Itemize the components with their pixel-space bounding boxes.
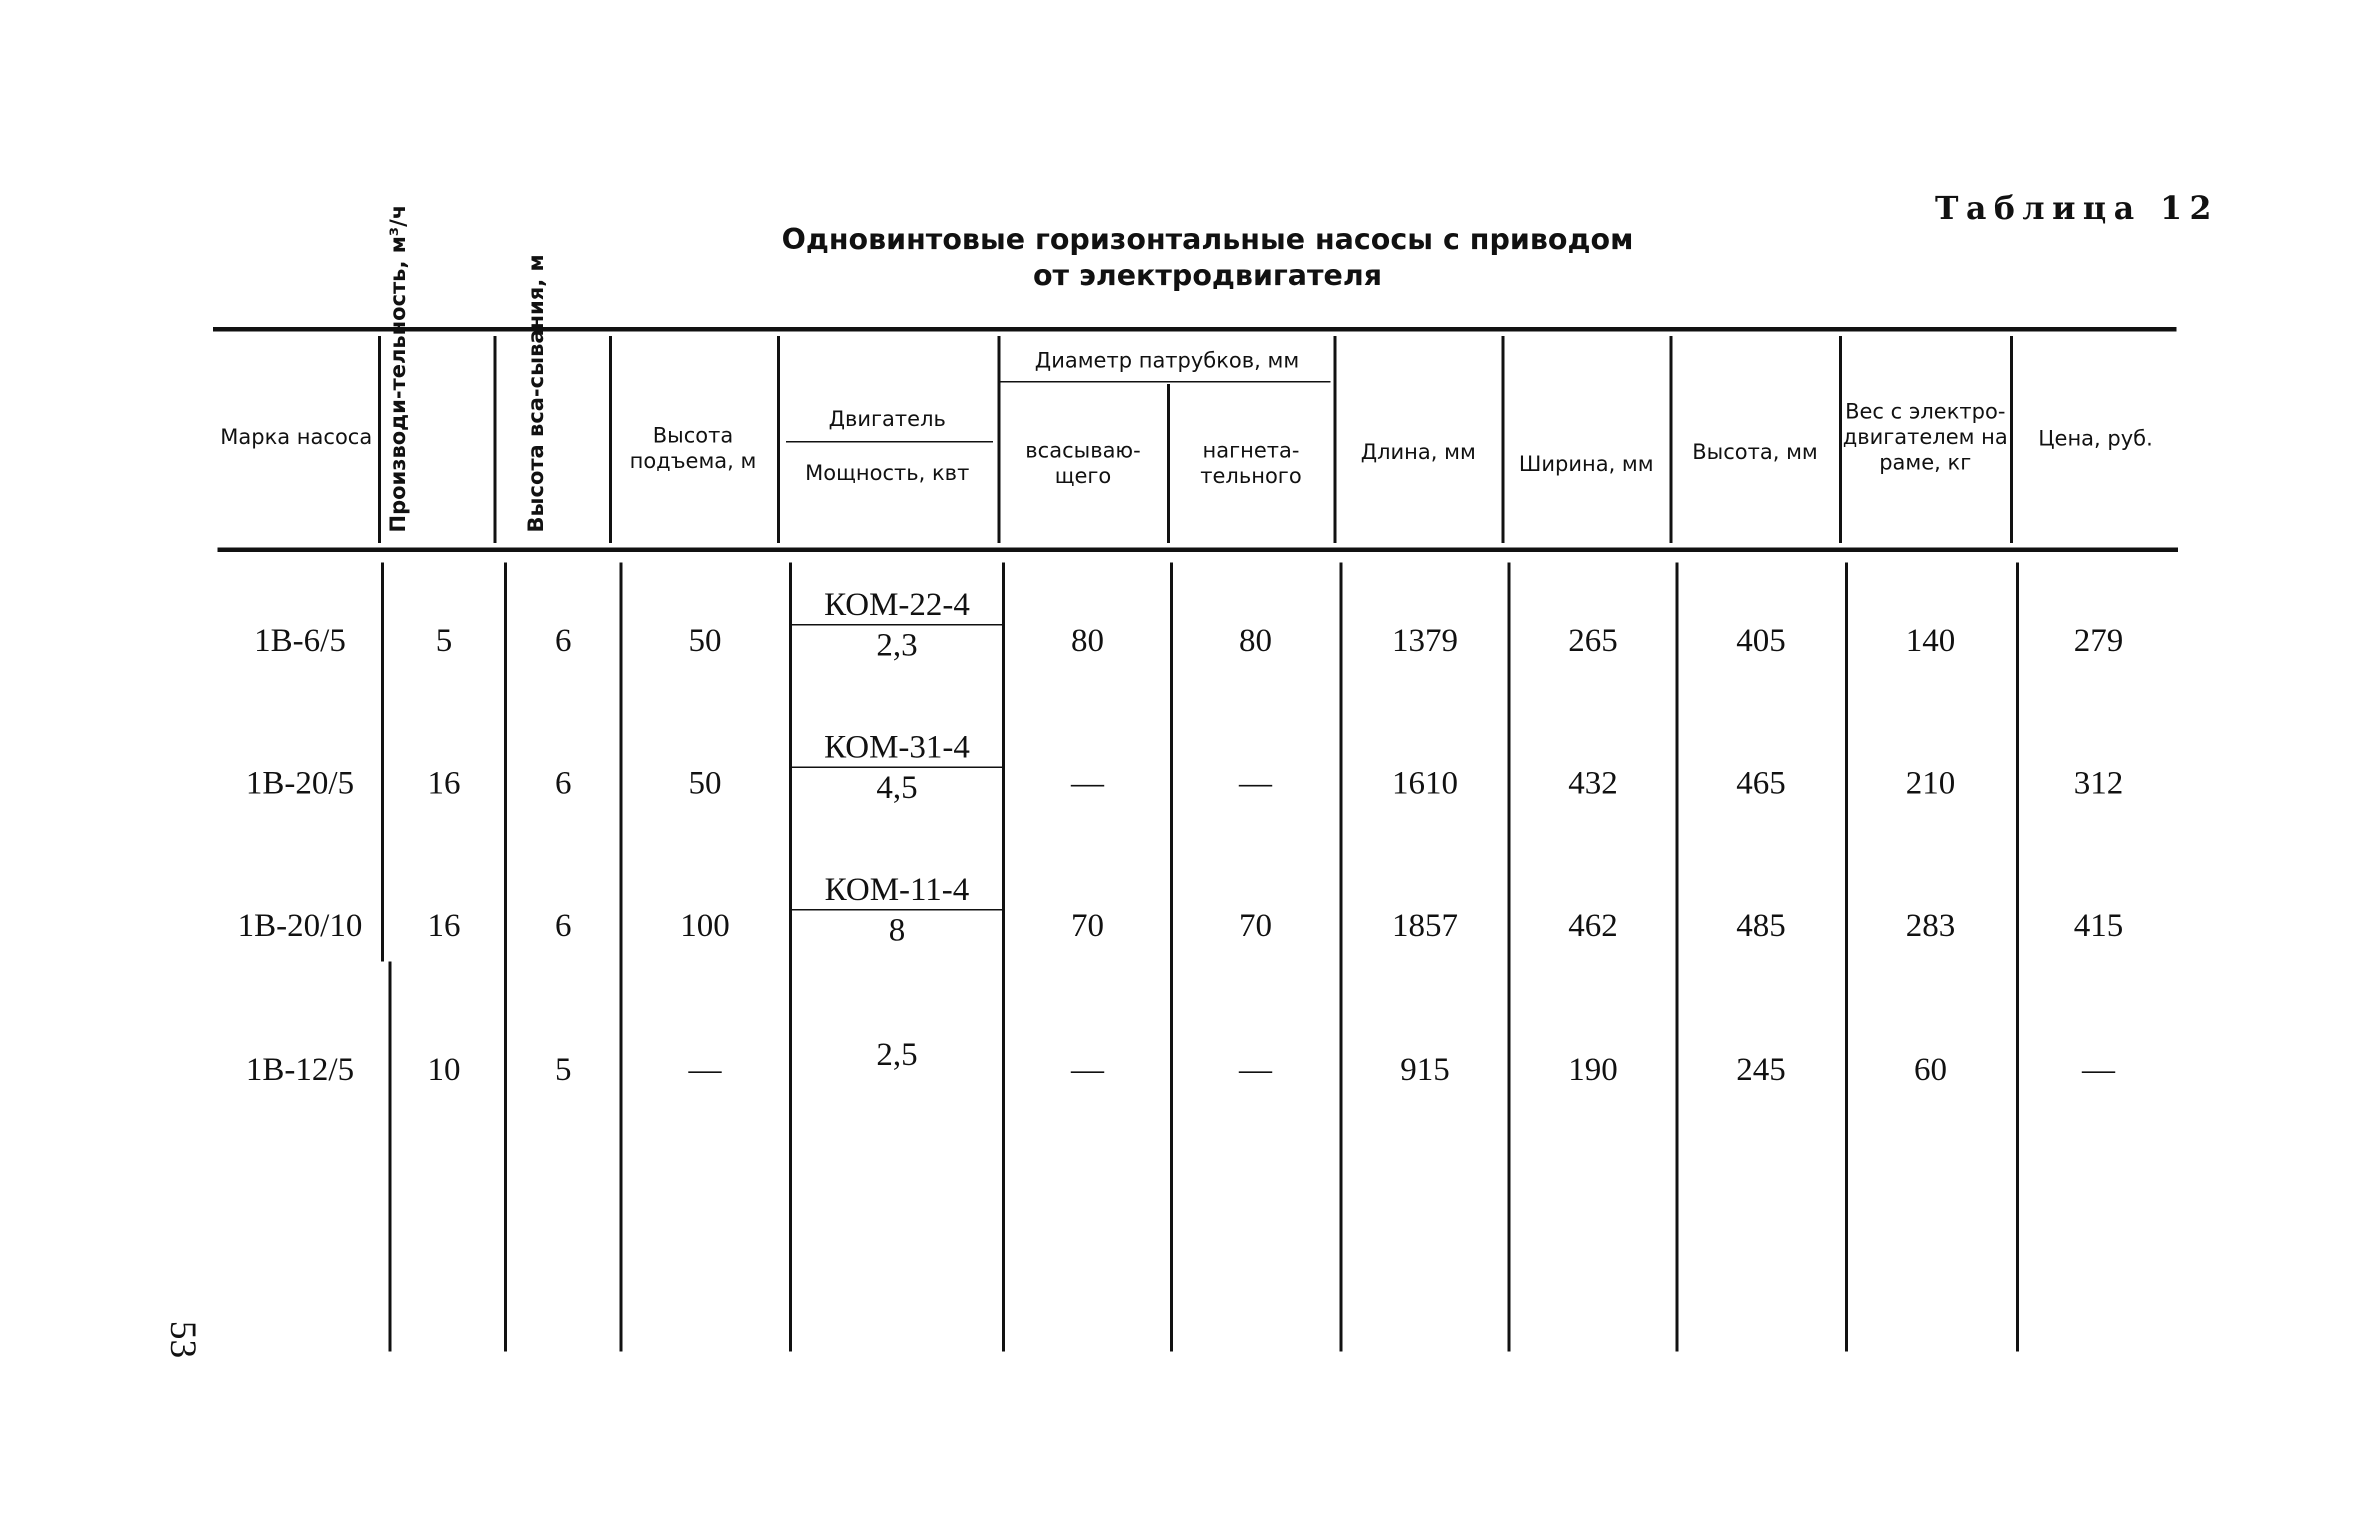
header-height: Высота, мм	[1692, 440, 1818, 465]
cell-weight: 60	[1914, 1050, 1947, 1088]
cell-lift: —	[688, 1050, 722, 1088]
header-divider	[777, 336, 780, 543]
title-line-1: Одновинтовые горизонтальные насосы с приводом	[781, 223, 1634, 257]
table-label: Таблица 12	[1935, 189, 2219, 227]
cell-weight: 283	[1905, 906, 1956, 944]
cell-capacity: 16	[427, 906, 461, 944]
engine-power: 2,3	[876, 625, 918, 663]
page-title	[720, 222, 1695, 294]
cell-height: 405	[1736, 621, 1786, 659]
header-suction-height: Высота вса-сывания, м	[525, 254, 549, 533]
cell-height: 245	[1736, 1050, 1786, 1088]
header-lift-height: Высота подъема, м	[629, 424, 757, 474]
cell-engine-power	[792, 728, 1002, 808]
header-pipe-diameter: Диаметр патрубков, мм	[1034, 348, 1300, 373]
cell-capacity: 5	[435, 621, 453, 659]
cell-price: 415	[2073, 906, 2124, 944]
engine-power: 2,5	[876, 1035, 918, 1073]
engine-model: КОМ-31-4	[824, 727, 970, 765]
header-pump-brand: Марка насоса	[220, 425, 373, 450]
cell-width: 432	[1568, 763, 1618, 801]
body-divider	[789, 563, 792, 1352]
cell-suction-height: 5	[555, 1050, 572, 1088]
header-discharge: нагнета-тельного	[1200, 439, 1302, 489]
cell-d-discharge: 70	[1239, 906, 1272, 944]
cell-length: 915	[1400, 1050, 1450, 1088]
cell-length: 1379	[1392, 621, 1458, 659]
header-length: Длина, мм	[1360, 440, 1476, 465]
header-power: Мощность, квт	[805, 461, 970, 486]
cell-engine-power	[792, 870, 1002, 950]
cell-height: 465	[1736, 763, 1786, 801]
header-divider	[494, 336, 497, 543]
cell-width: 190	[1568, 1050, 1618, 1088]
cell-brand: 1В-12/5	[245, 1050, 355, 1088]
cell-weight: 210	[1905, 763, 1956, 801]
cell-engine-power	[792, 585, 1002, 665]
cell-lift: 50	[688, 621, 722, 659]
cell-engine-power	[792, 1035, 1002, 1074]
page-number: 53	[162, 1320, 203, 1359]
cell-d-discharge: 80	[1239, 621, 1272, 659]
cell-d-suction: —	[1071, 1050, 1104, 1088]
cell-capacity: 10	[427, 1050, 461, 1088]
cell-capacity: 16	[427, 763, 461, 801]
body-divider	[389, 962, 392, 1352]
engine-model: КОМ-11-4	[824, 870, 970, 908]
cell-price: 279	[2073, 621, 2124, 659]
table-top-rule	[213, 327, 2177, 332]
cell-brand: 1В-20/10	[237, 906, 363, 944]
cell-price: 312	[2073, 763, 2124, 801]
cell-d-suction: 80	[1071, 621, 1104, 659]
cell-height: 485	[1736, 906, 1786, 944]
cell-d-suction: 70	[1071, 906, 1104, 944]
cell-suction-height: 6	[555, 906, 572, 944]
cell-width: 265	[1568, 621, 1618, 659]
engine-power: 4,5	[876, 768, 918, 806]
cell-brand: 1В-20/5	[245, 763, 355, 801]
engine-model: КОМ-22-4	[824, 585, 970, 623]
cell-weight: 140	[1905, 621, 1956, 659]
title-line-2: от электродвигателя	[1032, 259, 1383, 293]
header-width: Ширина, мм	[1518, 452, 1654, 477]
header-capacity: Производи-тельность, м³/ч	[387, 204, 411, 533]
cell-d-discharge: —	[1239, 1050, 1272, 1088]
cell-lift: 100	[680, 906, 730, 944]
engine-power: 8	[888, 910, 906, 948]
cell-suction-height: 6	[555, 621, 572, 659]
header-engine: Двигатель	[828, 407, 946, 432]
header-divider	[378, 336, 381, 543]
header-weight: Вес с электро-двигателем на раме, кг	[1842, 399, 2008, 475]
cell-length: 1857	[1392, 906, 1458, 944]
cell-d-suction: —	[1071, 763, 1104, 801]
cell-suction-height: 6	[555, 763, 572, 801]
header-bottom-rule	[218, 548, 2179, 553]
cell-length: 1610	[1392, 763, 1458, 801]
cell-d-discharge: —	[1239, 763, 1272, 801]
cell-lift: 50	[688, 763, 722, 801]
cell-brand: 1В-6/5	[254, 621, 346, 659]
cell-price: —	[2082, 1050, 2115, 1088]
header-suction: всасываю-щего	[1025, 439, 1141, 489]
header-subdivider	[1001, 381, 1331, 383]
header-price: Цена, руб.	[2038, 426, 2153, 451]
header-engine-fraction-bar	[786, 441, 993, 443]
cell-width: 462	[1568, 906, 1618, 944]
